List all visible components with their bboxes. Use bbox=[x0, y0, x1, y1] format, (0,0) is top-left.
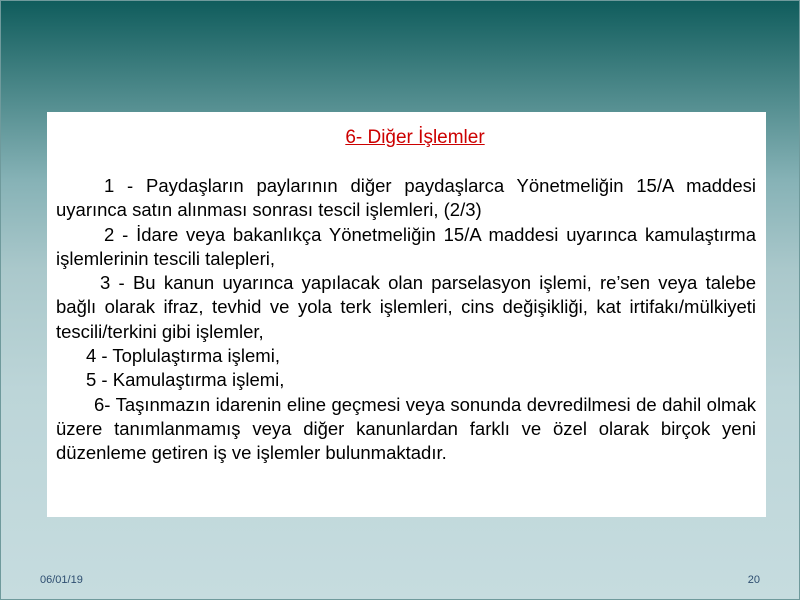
footer-date: 06/01/19 bbox=[40, 574, 83, 586]
slide-title: 6- Diğer İşlemler bbox=[345, 127, 485, 148]
paragraph-2: 2 - İdare veya bakanlıkça Yönetmeliğin 15/A maddesi uyarınca kamulaştırma işlemlerinin tescili talepleri, bbox=[56, 223, 756, 269]
paragraph-1: 1 - Paydaşların paylarının diğer paydaşlarca Yönetmeliğin 15/A maddesi uyarınca satın alınması sonrası tescil işlemleri, (2/3) bbox=[56, 175, 756, 221]
paragraph-6: 6- Taşınmazın idarenin eline geçmesi veya sonunda devredilmesi de dahil olmak üzere tanımlanmamış veya diğer kanunlardan farklı ve özel olarak birçok yeni düzenleme getiren iş ve işlemler bulunmaktadır. bbox=[56, 393, 756, 464]
paragraph-4: 4 - Toplulaştırma işlemi, bbox=[86, 345, 280, 367]
paragraph-3: 3 - Bu kanun uyarınca yapılacak olan parselasyon işlemi, re’sen veya talebe bağlı olarak ifraz, tevhid ve yola terk işlemleri, cins değişikliği, kat irtifakı/mülkiyeti tescili/terkini gibi işlemler, bbox=[56, 272, 756, 342]
content-box bbox=[47, 112, 766, 517]
title-spacer bbox=[56, 150, 756, 174]
paragraph-5: 5 - Kamulaştırma işlemi, bbox=[86, 369, 285, 391]
footer-page-number: 20 bbox=[747, 574, 760, 586]
